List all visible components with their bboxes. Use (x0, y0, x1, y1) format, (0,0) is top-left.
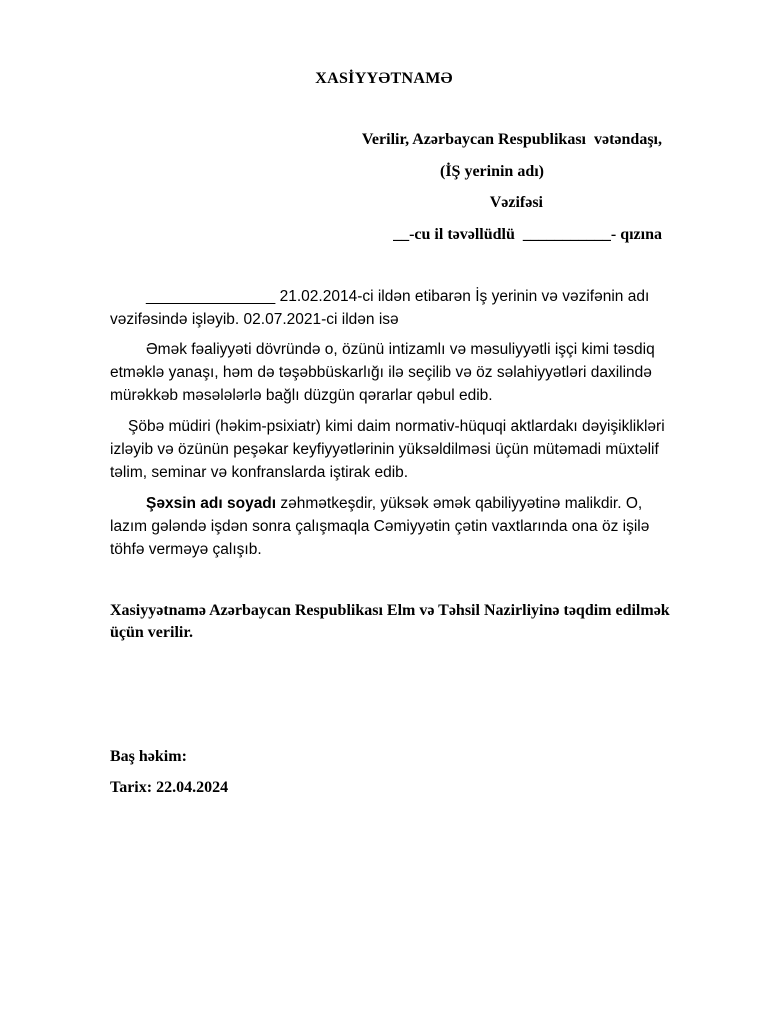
header-line-workplace: (İŞ yerinin adı) (439, 163, 544, 180)
paragraph-employment (110, 285, 670, 331)
chief-doctor-label: Baş həkim: (110, 748, 187, 765)
paragraph-person-text: zəhmətkeşdir, yüksək əmək qabiliyyətinə malikdir. O, lazım gələndə işdən sonra çalışmaqla Cəmiyyətin çətin vaxtlarında ona öz işilə töhfə verməyə çalışıb. (110, 495, 650, 558)
header-line-citizen: Verilir, Azərbaycan Respublikası vətəndaşı, (361, 131, 662, 148)
paragraph-activity (110, 338, 670, 407)
header-line-birth-year: __-cu il təvəllüdlü ___________- qızına (393, 226, 662, 243)
header-line-position: Vəzifəsi (489, 194, 543, 211)
paragraph-employment-text: _______________ 21.02.2014-ci ildən etibarən İş yerinin və vəzifənin adı vəzifəsində işləyib. 02.07.2021-ci ildən isə (110, 288, 650, 328)
paragraph-department-text: Şöbə müdiri (həkim-psixiatr) kimi daim normativ-hüquqi aktlardakı dəyişiklikləri izləyib və özünün peşəkar keyfiyyətlərinin yüksəldilməsi üçün mütəmadi müxtəlif təlim, seminar və konfranslarda iştirak edib. (110, 418, 665, 481)
paragraph-activity-text: Əmək fəaliyyəti dövründə o, özünü intizamlı və məsuliyyətli işçi kimi təsdiq etməklə yanaşı, həm də təşəbbüskarlığı ilə seçilib və öz səlahiyyətləri daxilində mürəkkəb məsələlərlə bağlı düzgün qərarlar qəbul edib. (110, 341, 655, 404)
paragraph-purpose: Xasiyyətnamə Azərbaycan Respublikası Elm və Təhsil Nazirliyinə təqdim edilmək üçün verilir. (110, 602, 670, 641)
date-label: Tarix: 22.04.2024 (110, 779, 229, 796)
person-name-placeholder: Şəxsin adı soyadı (146, 495, 277, 512)
document-title: XASİYYƏTNAMƏ (315, 70, 453, 87)
paragraph-department (110, 415, 670, 484)
paragraph-person (110, 492, 670, 561)
